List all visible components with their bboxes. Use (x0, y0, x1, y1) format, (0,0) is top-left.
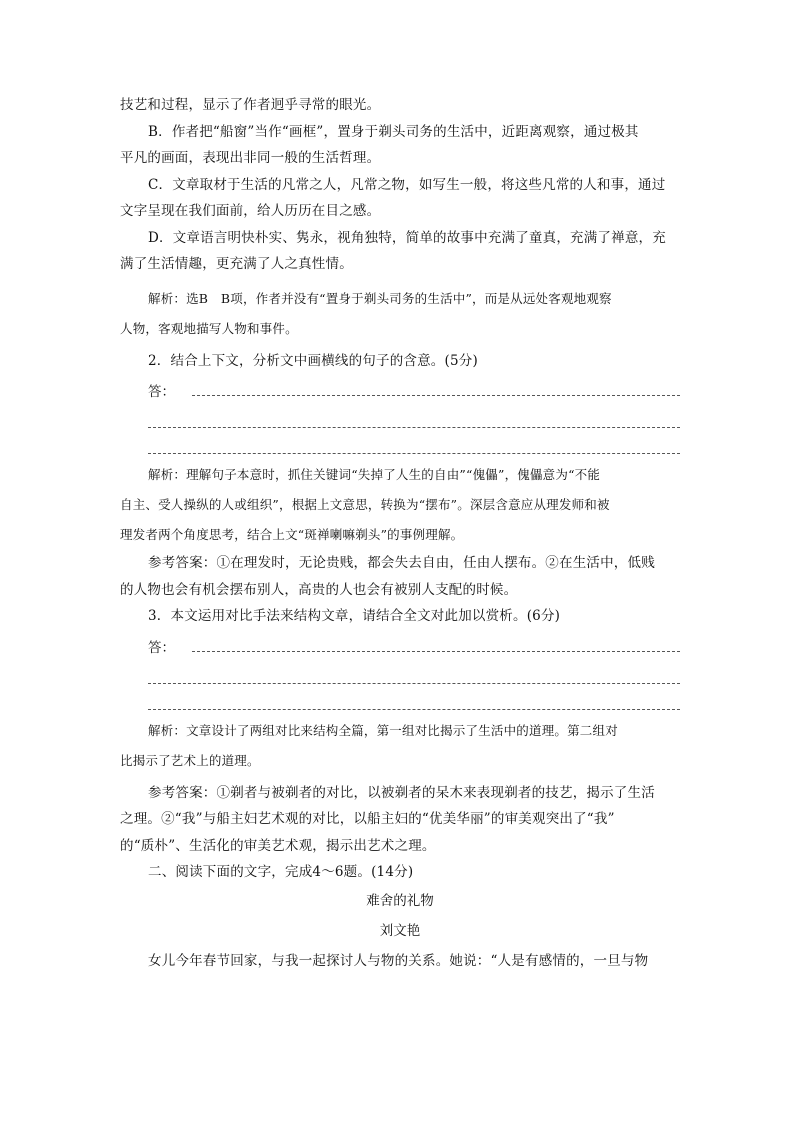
reference-answer-2-line-2: 的人物也会有机会摆布别人，高贵的人也会有被别人支配的时候。 (120, 581, 518, 598)
answer-label: 答： (148, 384, 175, 400)
answer-blank-line[interactable] (148, 428, 680, 454)
article-author: 刘文艳 (379, 922, 421, 939)
intro-line: 技艺和过程，显示了作者迥乎寻常的眼光。 (120, 97, 381, 113)
answer-label: 答： (148, 639, 175, 656)
question-3: 3．本文运用对比手法来结构文章，请结合全文对此加以赏析。(6分) (148, 608, 561, 624)
answer-area-2[interactable] (148, 374, 680, 402)
answer-line[interactable] (192, 381, 680, 396)
analysis-1-line-2: 人物，客观地描写人物和事件。 (120, 320, 298, 336)
section-2-heading: 二、阅读下面的文字，完成4～6题。(14分) (148, 864, 414, 880)
answer-blank-line[interactable] (148, 684, 680, 710)
analysis-2-line-1: 解析：理解句子本意时，抓住关键词“失掉了人生的自由”“傀儡”，傀儡意为“不能 (148, 467, 601, 482)
analysis-3-line-2: 比揭示了艺术上的道理。 (120, 752, 260, 768)
analysis-3-line-1: 解析：文章设计了两组对比来结构全篇，第一组对比揭示了生活中的道理。第二组对 (148, 722, 618, 738)
option-c-line-1: C．文章取材于生活的凡常之人，凡常之物，如写生一般，将这些凡常的人和事，通过 (148, 176, 666, 193)
article-title: 难舍的礼物 (366, 892, 434, 909)
option-d-line-2: 满了生活情趣，更充满了人之真性情。 (120, 256, 353, 272)
document-page (120, 92, 680, 976)
reference-answer-3-line-2: 之理。②“我”与船主妇艺术观的对比，以船主妇的“优美华丽”的审美观突出了“我” (120, 811, 615, 827)
reference-answer-3-line-1: 参考答案：①剃者与被剃者的对比，以被剃者的呆木来表现剃者的技艺，揭示了生活 (148, 784, 655, 801)
analysis-2-line-3: 理发者两个角度思考，结合上文“斑禅喇嘛剃头”的事例理解。 (120, 527, 464, 542)
answer-blank-line[interactable] (148, 658, 680, 684)
reference-answer-2-line-1: 参考答案：①在理发时，无论贵贱，都会失去自由，任由人摆布。②在生活中，低贱 (148, 555, 655, 571)
option-d-line-1: D．文章语言明快朴实、隽永，视角独特，简单的故事中充满了童真，充满了禅意，充 (148, 229, 666, 246)
analysis-1-line-1: 解析：选B B项，作者并没有“置身于剃头司务的生活中”，而是从远处客观地观察 (148, 290, 612, 306)
option-c-line-2: 文字呈现在我们面前，给人历历在目之感。 (120, 203, 381, 219)
question-2: 2．结合上下文，分析文中画横线的句子的含意。(5分) (148, 352, 478, 369)
answer-area-3[interactable] (148, 630, 680, 658)
reference-answer-3-line-3: 的“质朴”、生活化的审美艺术观，揭示出艺术之理。 (120, 837, 436, 854)
answer-blank-line[interactable] (148, 402, 680, 428)
article-paragraph-1: 女儿今年春节回家，与我一起探讨人与物的关系。她说：“人是有感情的，一旦与物 (148, 952, 649, 969)
analysis-2-line-2: 自主、受人操纵的人或组织”，根据上文意思，转换为“摆布”。深层含意应从理发师和被 (120, 497, 610, 512)
option-b-line-2: 平凡的画面，表现出非同一般的生活哲理。 (120, 150, 381, 166)
option-b-line-1: B．作者把“船窗”当作“画框”，置身于剃头司务的生活中，近距离观察，通过极其 (148, 123, 639, 140)
answer-line[interactable] (192, 637, 680, 652)
